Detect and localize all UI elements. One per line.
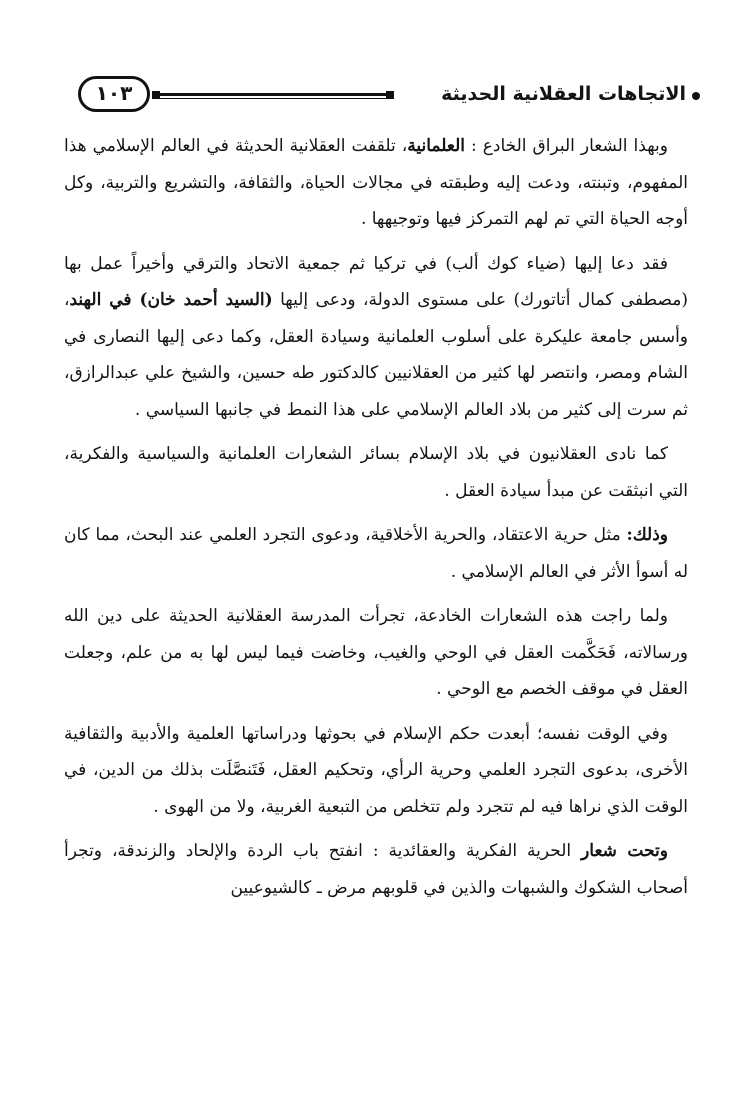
bold-term: (السيد أحمد خان) في الهند — [69, 290, 273, 310]
body-text — [64, 128, 688, 914]
bold-term: وذلك: — [626, 525, 668, 545]
page-header — [78, 76, 686, 118]
paragraph: فقد دعا إليها (ضياء كوك ألب) في تركيا ثم جمعية الاتحاد والترقي وأخيراً عمل بها (مصطفى كمال أتاتورك) على مستوى الدولة، ودعى إليها (السيد أحمد خان) في الهند، وأسس جامعة عليكرة على أسلوب العلمانية وسيادة العقل، وكما دعى إليها النصارى في الشام ومصر، وانتصر لها كثير من العقلانيين كالدكتور طه حسين، والشيخ علي عبدالرازق، ثم سرت إلى كثير من بلاد العالم الإسلامي على هذا النمط في جانبها السياسي . — [64, 253, 688, 420]
paragraph: وفي الوقت نفسه؛ أبعدت حكم الإسلام في بحوثها ودراساتها العلمية والأدبية والثقافية الأخرى، بدعوى التجرد العلمي وحرية الرأي، وتحكيم العقل، فَتَنصَّلَت بذلك من الدين، في الوقت الذي نراها فيه لم تتجرد ولم تتخلص من التبعية الغربية، ولا من الهوى . — [64, 723, 688, 817]
running-title: الاتجاهات العقلانية الحديثة — [441, 83, 686, 105]
bold-term: وتحت شعار — [581, 841, 668, 861]
rule-end-square — [152, 91, 160, 99]
header-rule — [158, 93, 388, 99]
bold-term: العلمانية — [407, 136, 465, 156]
paragraph: كما نادى العقلانيون في بلاد الإسلام بسائر الشعارات العلمانية والسياسية والفكرية، التي انبثقت عن مبدأ سيادة العقل . — [64, 444, 688, 501]
paragraph: ولما راجت هذه الشعارات الخادعة، تجرأت المدرسة العقلانية الحديثة على دين الله ورسالاته، فَحَكَّمت العقل في الوحي والغيب، وخاضت فيما ليس لها به من علم، وجعلت العقل في موقف الخصم مع الوحي . — [64, 606, 688, 699]
bullet-icon — [692, 92, 700, 100]
page-number: ١٠٣ — [78, 76, 150, 112]
paragraph: وتحت شعار الحرية الفكرية والعقائدية : انفتح باب الردة والإلحاد والزندقة، وتجرأ أصحاب الشكوك والشبهات والذين في قلوبهم مرض ـ كالشيوعيين — [64, 841, 688, 898]
paragraph: وذلك: مثل حرية الاعتقاد، والحرية الأخلاقية، ودعوى التجرد العلمي عند البحث، مما كان له أسوأ الأثر في العالم الإسلامي . — [64, 525, 688, 582]
paragraph: وبهذا الشعار البراق الخادع : العلمانية، تلقفت العقلانية الحديثة في العالم الإسلامي هذا المفهوم، وتبنته، ودعت إليه وطبقته في مجالات الحياة، والثقافة، والتشريع والتربية، وكل أوجه الحياة التي تم لهم التمركز فيها وتوجيهها . — [64, 136, 688, 229]
